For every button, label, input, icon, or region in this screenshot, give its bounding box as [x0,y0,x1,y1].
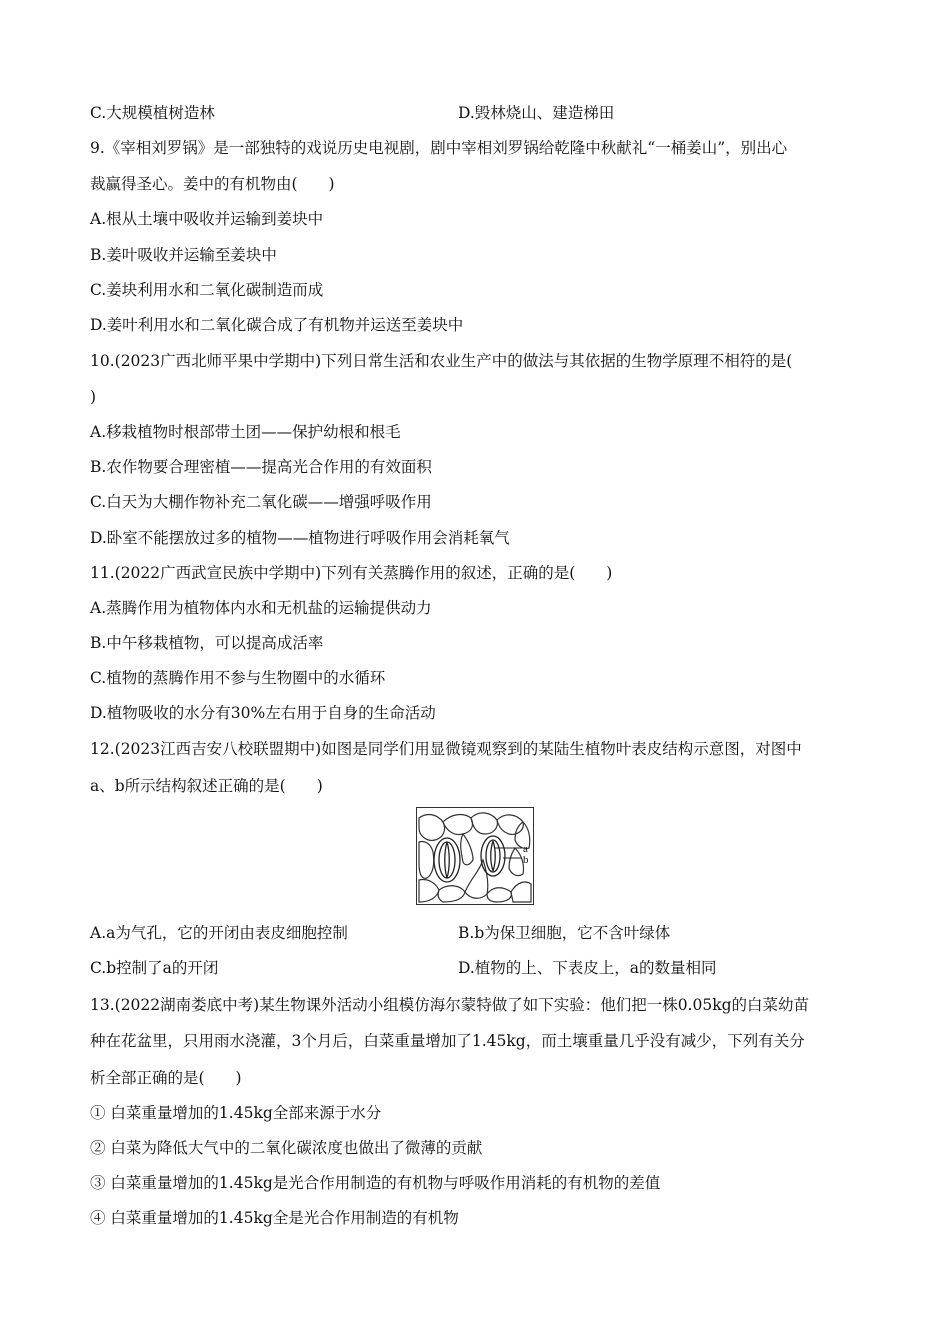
q10-stem-line-1: 10.(2023广西北师平果中学期中)下列日常生活和农业生产中的做法与其依据的生物学原理不相符的是( [90,352,793,370]
epidermal-cell [419,879,439,902]
q11-option-b: B.中午移栽植物，可以提高成活率 [90,634,324,652]
epidermal-cell [461,834,473,865]
epidermal-cell [443,815,473,835]
q11-stem-line-1: 11.(2022广西武宣民族中学期中)下列有关蒸腾作用的叙述，正确的是( ) [90,564,613,582]
epidermal-cell [509,848,524,876]
q10-option-a: A.移栽植物时根部带土团——保护幼根和根毛 [90,423,401,441]
q8-option-c: C.大规模植树造林 [90,104,215,122]
q11-option-a: A.蒸腾作用为植物体内水和无机盐的运输提供动力 [90,599,432,617]
q13-stem-line-2: 种在花盆里，只用雨水浇灌，3个月后，白菜重量增加了1.45kg，而土壤重量几乎没有减少，下列有关分 [90,1032,805,1050]
q9-option-d: D.姜叶利用水和二氧化碳合成了有机物并运送至姜块中 [90,316,464,334]
q10-option-b: B.农作物要合理密植——提高光合作用的有效面积 [90,458,432,476]
q13-item-3: ③ 白菜重量增加的1.45kg是光合作用制造的有机物与呼吸作用消耗的有机物的差值 [90,1174,661,1192]
q12-stem-line-2: a、b所示结构叙述正确的是( ) [90,777,323,795]
q9-option-a: A.根从土壤中吸收并运输到姜块中 [90,210,324,228]
q13-item-1: ① 白菜重量增加的1.45kg全部来源于水分 [90,1104,382,1122]
q10-option-d: D.卧室不能摆放过多的植物——植物进行呼吸作用会消耗氧气 [90,529,510,547]
q12-stem-line-1: 12.(2023江西吉安八校联盟期中)如图是同学们用显微镜观察到的某陆生植物叶表皮结构示意图，对图中 [90,740,802,758]
q13-item-4: ④ 白菜重量增加的1.45kg全是光合作用制造的有机物 [90,1209,459,1227]
q10-stem-line-2: ) [90,388,97,406]
epidermal-cell [438,886,465,902]
q13-item-2: ② 白菜为降低大气中的二氧化碳浓度也做出了微薄的贡献 [90,1139,483,1157]
q11-option-d: D.植物吸收的水分有30%左右用于自身的生命活动 [90,704,436,722]
q8-option-d: D.毁林烧山、建造梯田 [458,104,615,122]
label-pointers [494,848,522,858]
q9-stem-line-1: 9.《宰相刘罗锅》是一部独特的戏说历史电视剧，剧中宰相刘罗锅给乾隆中秋献礼“一桶姜山”，别出心 [90,139,788,157]
stoma-left [434,838,460,882]
q12-option-a: A.a为气孔，它的开闭由表皮细胞控制 [90,924,348,942]
q12-option-c: C.b控制了a的开闭 [90,959,219,977]
figure-label-b: b [523,854,529,866]
stoma-right [481,836,505,876]
epidermal-cell [471,813,497,834]
figure-label-a: a [523,843,528,855]
epidermal-cell [419,815,445,841]
epidermis-diagram [417,808,533,904]
q9-option-b: B.姜叶吸收并运输至姜块中 [90,246,277,264]
q10-option-c: C.白天为大棚作物补充二氧化碳——增强呼吸作用 [90,493,432,511]
epidermal-cell [511,882,531,902]
q9-option-c: C.姜块利用水和二氧化碳制造而成 [90,281,324,299]
q9-stem-line-2: 裁赢得圣心。姜中的有机物由( ) [90,175,335,193]
q13-stem-line-3: 析全部正确的是( ) [90,1069,242,1087]
epidermal-cell [487,888,511,902]
epidermal-cell [419,841,434,878]
epidermal-cell [465,860,488,898]
q12-option-b: B.b为保卫细胞，它不含叶绿体 [458,924,671,942]
q12-option-d: D.植物的上、下表皮上，a的数量相同 [458,959,717,977]
leaf-epidermis-figure [416,807,534,905]
q13-stem-line-1: 13.(2022湖南娄底中考)某生物课外活动小组模仿海尔蒙特做了如下实验：他们把一株0.05kg的白菜幼苗 [90,996,810,1014]
q11-option-c: C.植物的蒸腾作用不参与生物圈中的水循环 [90,669,386,687]
